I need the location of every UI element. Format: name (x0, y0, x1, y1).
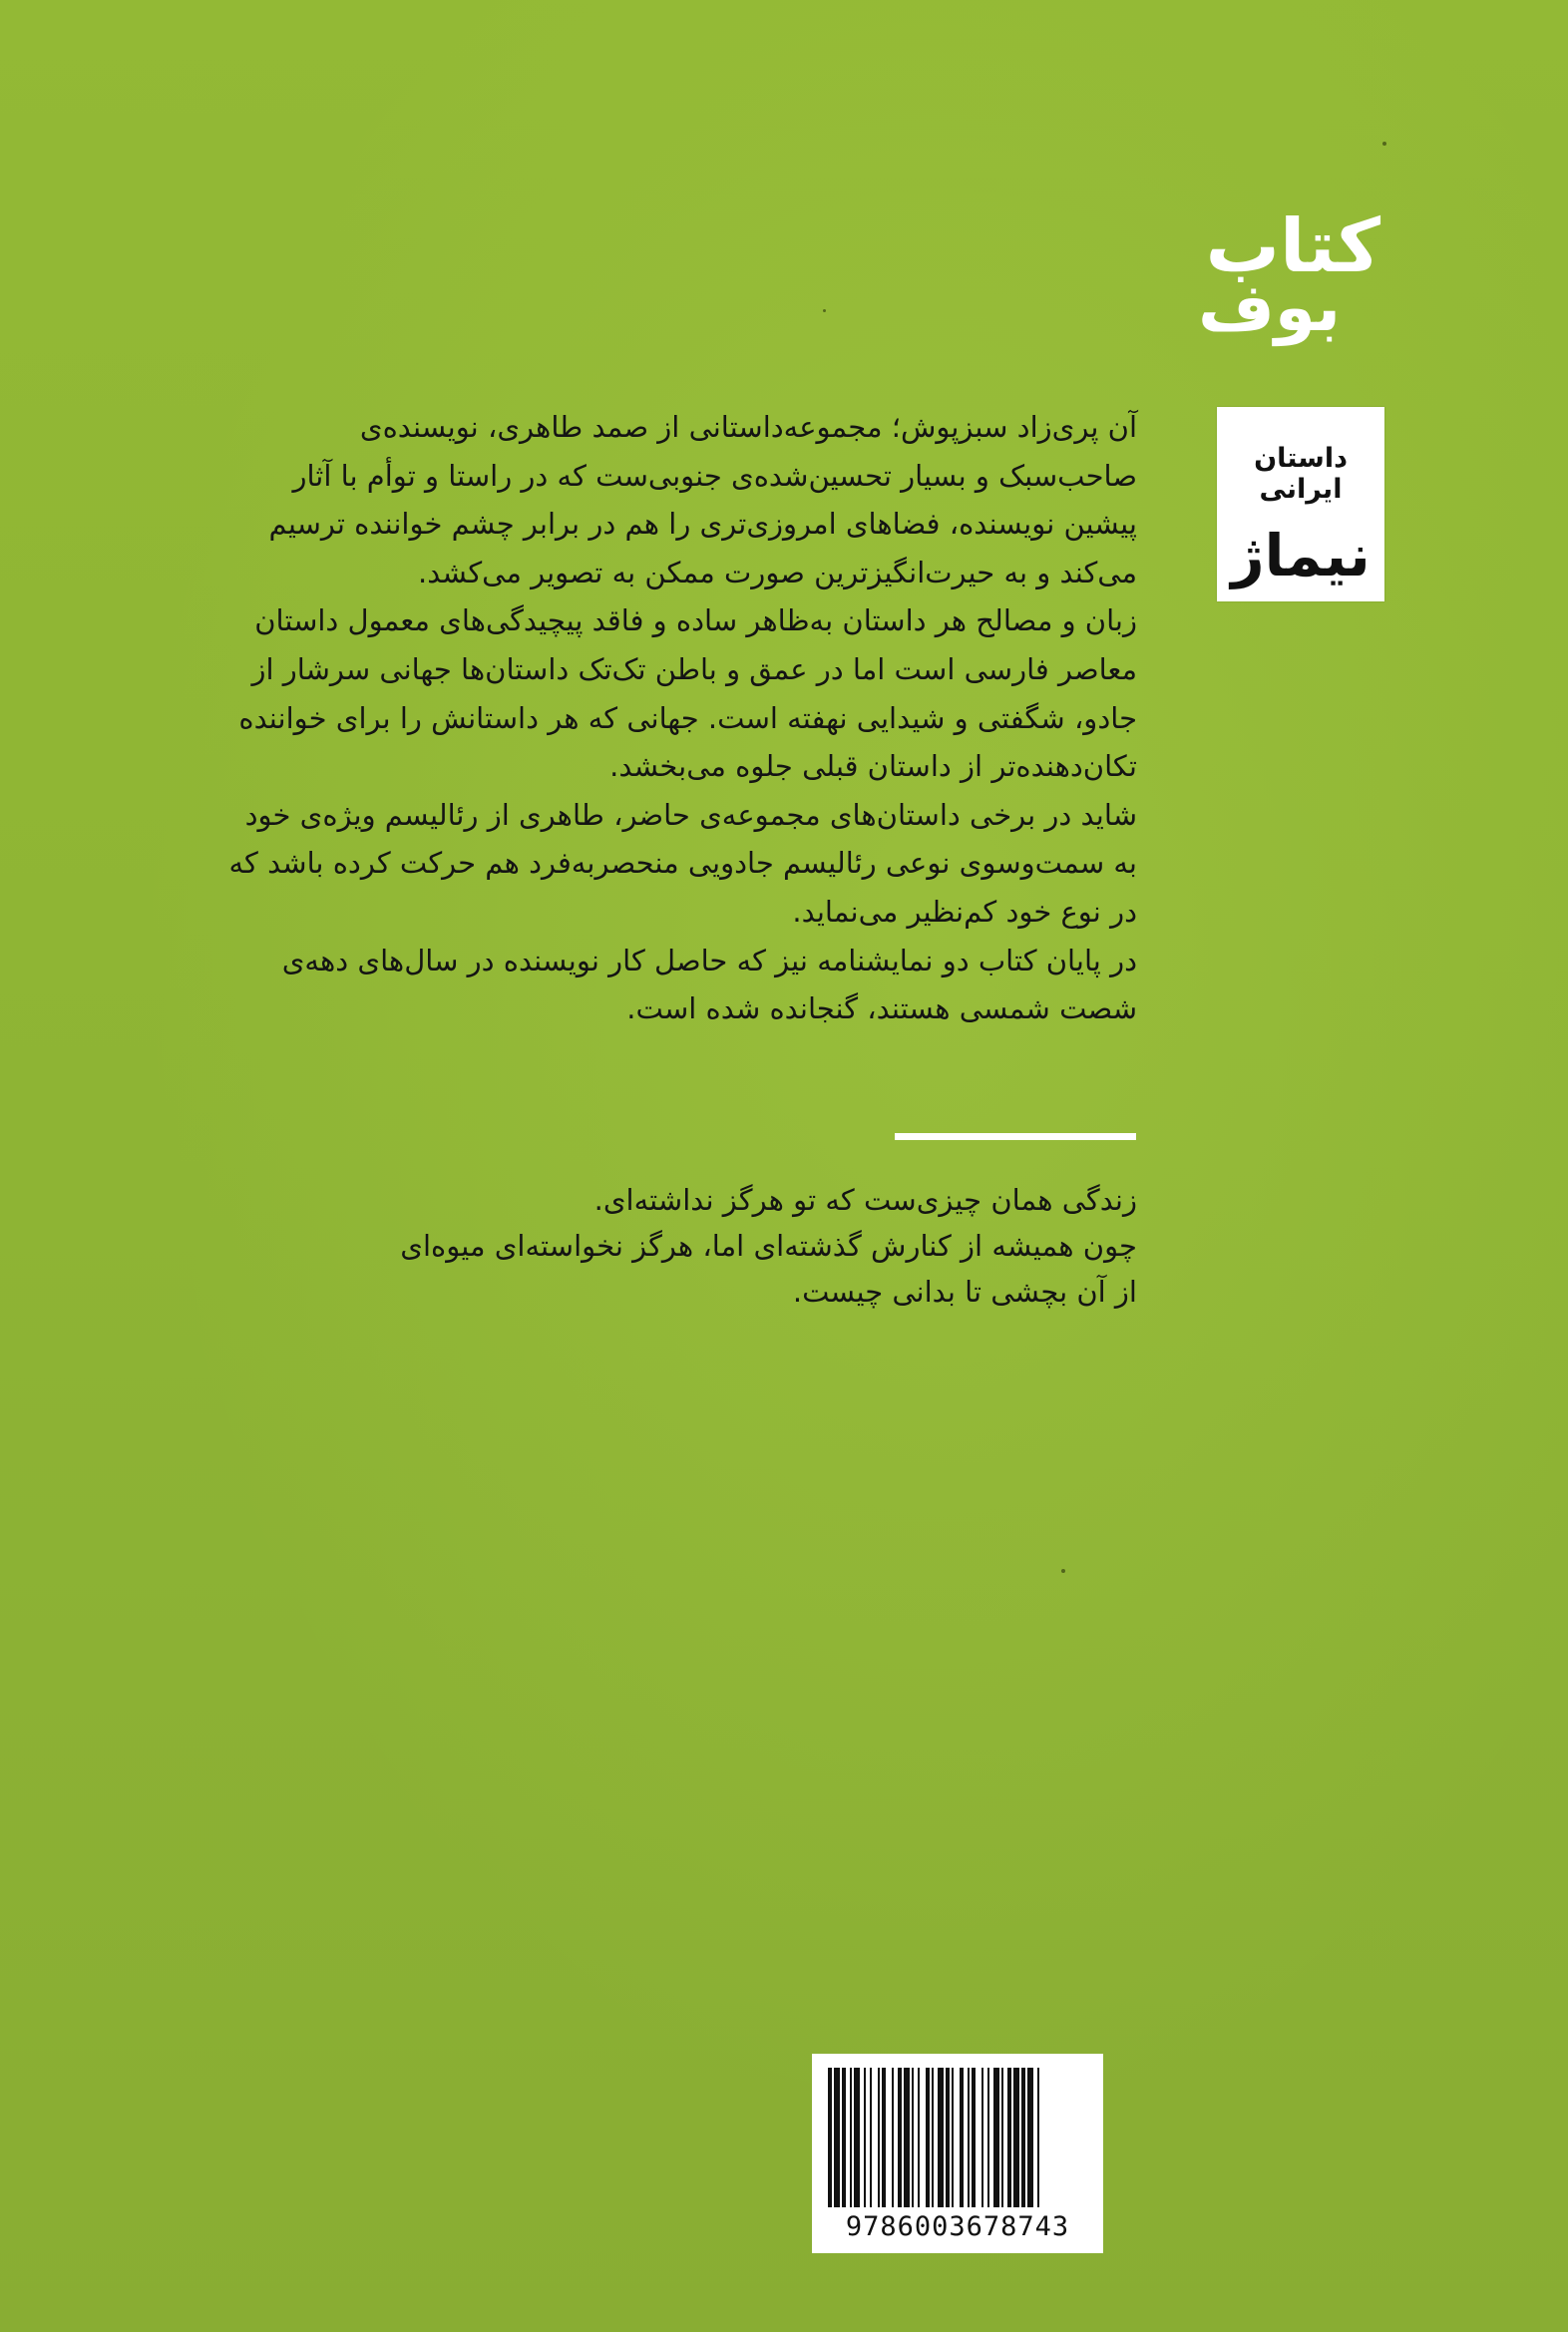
publisher-logo (1151, 203, 1380, 346)
barcode-bar (828, 2068, 832, 2207)
barcode-bar (898, 2068, 902, 2207)
isbn-barcode (812, 2054, 1103, 2253)
barcode-bar (850, 2068, 852, 2207)
barcode-bar (972, 2068, 976, 2207)
barcode-bar (878, 2068, 880, 2207)
barcode-bar (912, 2068, 914, 2207)
series-brand-logo: نیماژ (1231, 522, 1371, 589)
barcode-bar (938, 2068, 944, 2207)
barcode-bar (932, 2068, 934, 2207)
print-speck (823, 309, 826, 312)
description-paragraph: در پایان کتاب دو نمایشنامه نیز که حاصل کار نویسنده در سال‌های دهه‌ی شصت شمسی هستند، گنجانده شده است. (281, 943, 1137, 1026)
book-description (214, 403, 1137, 1033)
barcode-bar (926, 2068, 930, 2207)
section-divider (895, 1133, 1136, 1140)
barcode-bar (1013, 2068, 1019, 2207)
barcode-bar (870, 2068, 872, 2207)
barcode-bar (952, 2068, 954, 2207)
book-quote (214, 1177, 1137, 1315)
quote-line: زندگی همان چیزی‌ست که تو هرگز نداشته‌ای. (593, 1183, 1137, 1217)
print-speck (1382, 142, 1386, 146)
barcode-bar (981, 2068, 983, 2207)
barcode-bar (1027, 2068, 1033, 2207)
barcode-bar (854, 2068, 860, 2207)
series-label: داستان ایرانی (1254, 443, 1348, 505)
barcode-bar (993, 2068, 999, 2207)
barcode-bar (1007, 2068, 1011, 2207)
print-speck (1061, 1569, 1065, 1573)
publisher-logo-line-2: بوف (1198, 269, 1341, 346)
publisher-logo-line-1: کتاب (1205, 203, 1380, 289)
barcode-bar (1037, 2068, 1039, 2207)
barcode-bar (1001, 2068, 1003, 2207)
barcode-bar (864, 2068, 866, 2207)
barcode-bar (946, 2068, 950, 2207)
quote-line: از آن بچشی تا بدانی چیست. (792, 1275, 1137, 1309)
description-paragraph: زبان و مصالح هر داستان به‌ظاهر ساده و فاقد پیچیدگی‌های معمول داستان معاصر فارسی است اما در عمق و باطن تک‌تک داستان‌ها جهانی سرشار از جادو، شگفتی و شیدایی نهفته است. جهانی که هر داستانش را برای خواننده تکان‌دهنده‌تر از داستان قبلی جلوه می‌بخشد. (238, 603, 1137, 784)
quote-line: چون همیشه از کنارش گذشته‌ای اما، هرگز نخواسته‌ای میوه‌ای (400, 1229, 1137, 1263)
barcode-bar (892, 2068, 894, 2207)
barcode-bar (960, 2068, 964, 2207)
barcode-bar (968, 2068, 970, 2207)
description-paragraph: آن پری‌زاد سبزپوش؛ مجموعه‌داستانی از صمد طاهری، نویسنده‌ی صاحب‌سبک و بسیار تحسین‌شده‌ی جنوبی‌ست که در راستا و توأم با آثار پیشین نویسنده، فضاهای امروزی‌تری را هم در برابر چشم خواننده ترسیم می‌کند و به حیرت‌انگیزترین صورت ممکن به تصویر می‌کشد. (268, 410, 1137, 589)
isbn-number: 9786003678743 (845, 2211, 1070, 2242)
barcode-bar (1021, 2068, 1025, 2207)
barcode-bars-icon (826, 2068, 1089, 2207)
barcode-bar (834, 2068, 840, 2207)
description-paragraph: شاید در برخی داستان‌های مجموعه‌ی حاضر، طاهری از رئالیسم ویژه‌ی خود به سمت‌وسوی نوعی رئالیسم جادویی منحصربه‌فرد هم حرکت کرده باشد که در نوع خود کم‌نظیر می‌نماید. (228, 797, 1137, 929)
barcode-bar (842, 2068, 846, 2207)
barcode-bar (987, 2068, 989, 2207)
series-badge (1217, 407, 1384, 601)
barcode-bar (904, 2068, 910, 2207)
barcode-bar (918, 2068, 920, 2207)
barcode-bar (882, 2068, 886, 2207)
